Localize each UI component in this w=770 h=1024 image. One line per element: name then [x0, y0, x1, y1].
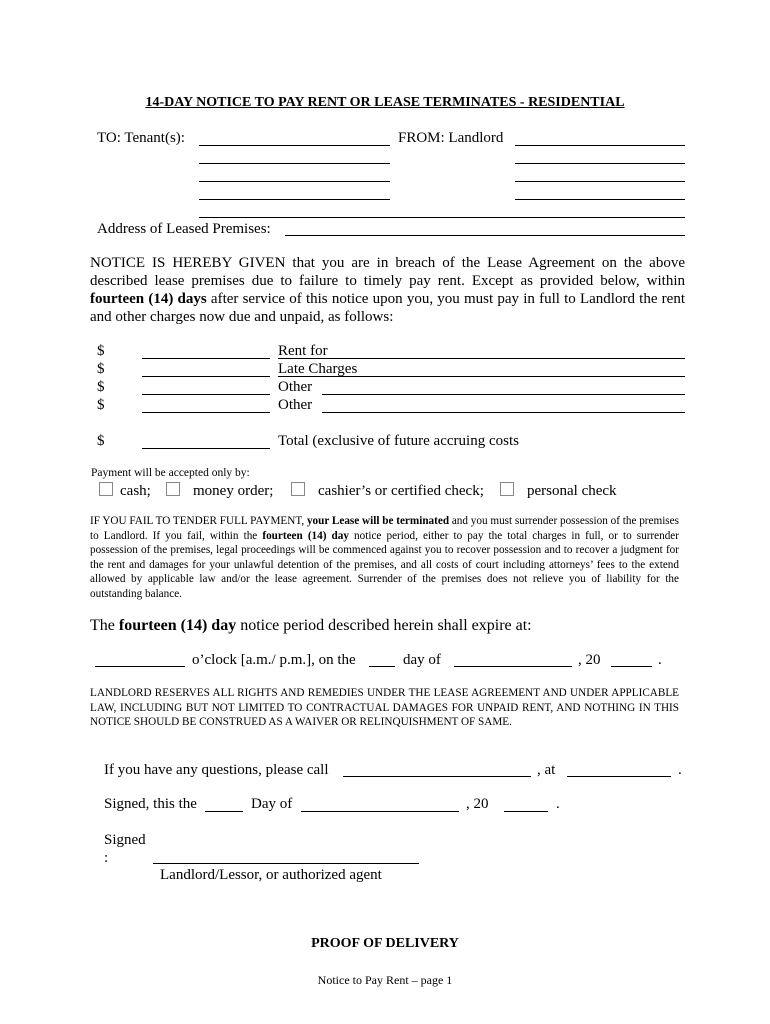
amount-line-1[interactable] [142, 358, 270, 359]
personal-check-checkbox[interactable] [500, 482, 514, 496]
at-label: , at [537, 762, 556, 778]
signed-year-prefix: , 20 [466, 796, 489, 812]
document-title: 14-DAY NOTICE TO PAY RENT OR LEASE TERMINATES - RESIDENTIAL [145, 95, 625, 110]
address-line-2[interactable] [285, 235, 685, 236]
day-of-label: day of [403, 652, 441, 668]
questions-period: . [678, 762, 682, 778]
phone-line[interactable] [343, 776, 531, 777]
fail-text-bold-2: fourteen (14) day [262, 529, 349, 542]
charge-label-rent: Rent for [278, 343, 328, 359]
fail-paragraph [90, 514, 679, 601]
charge-line-3[interactable] [322, 394, 685, 395]
expire-month-line[interactable] [454, 666, 572, 667]
total-label: Total (exclusive of future accruing costs [278, 433, 519, 449]
to-tenants-label: TO: Tenant(s): [97, 130, 185, 146]
cashiers-check-label: cashier’s or certified check; [318, 483, 484, 499]
charge-line-2[interactable] [278, 376, 685, 377]
expire-text-bold: fourteen (14) day [118, 617, 237, 634]
expire-time-line[interactable] [95, 666, 185, 667]
expire-text-a: The [90, 617, 119, 634]
landlord-line-1[interactable] [515, 145, 685, 146]
landlord-line-4[interactable] [515, 199, 685, 200]
money-order-label: money order; [193, 483, 274, 499]
signed-day-line[interactable] [205, 811, 243, 812]
proof-of-delivery-title: PROOF OF DELIVERY [311, 936, 459, 951]
oclock-label: o’clock [a.m./ p.m.], on the [192, 652, 356, 668]
money-order-checkbox[interactable] [166, 482, 180, 496]
total-amount-line[interactable] [142, 448, 270, 449]
payment-label: Payment will be accepted only by: [91, 467, 250, 479]
at-line[interactable] [567, 776, 671, 777]
currency-4: $ [97, 397, 105, 413]
tenant-line-2[interactable] [199, 163, 390, 164]
expire-period: . [658, 652, 662, 668]
charge-label-late: Late Charges [278, 361, 358, 377]
cash-checkbox[interactable] [99, 482, 113, 496]
charge-line-4[interactable] [322, 412, 685, 413]
page-footer: Notice to Pay Rent – page 1 [317, 973, 453, 987]
cash-label: cash; [120, 483, 151, 499]
charge-label-other-1: Other [278, 379, 313, 395]
expire-text-b: notice period described herein shall expire at: [236, 617, 532, 634]
notice-text-a: NOTICE IS HEREBY GIVEN that you are in breach of the Lease Agreement on the above described lease premises due to failure to timely pay rent. Except as provided below, within [90, 255, 685, 289]
signature-line[interactable] [153, 863, 419, 864]
signed-month-line[interactable] [301, 811, 459, 812]
signed-colon: : [104, 850, 109, 866]
amount-line-2[interactable] [142, 376, 270, 377]
fail-text-bold-1: your Lease will be terminated [306, 515, 450, 527]
currency-total: $ [97, 433, 105, 449]
expire-day-line[interactable] [369, 666, 395, 667]
tenant-line-4[interactable] [199, 199, 390, 200]
landlord-line-3[interactable] [515, 181, 685, 182]
address-label: Address of Leased Premises: [97, 221, 271, 237]
signer-label: Landlord/Lessor, or authorized agent [160, 867, 382, 883]
cashiers-check-checkbox[interactable] [291, 482, 305, 496]
from-landlord-label: FROM: Landlord [398, 130, 504, 146]
personal-check-label: personal check [527, 483, 617, 499]
notice-paragraph [90, 254, 685, 326]
year-prefix-label: , 20 [578, 652, 601, 668]
questions-label: If you have any questions, please call [104, 762, 329, 778]
expire-sentence [90, 616, 532, 635]
tenant-line-3[interactable] [199, 181, 390, 182]
reserve-paragraph: LANDLORD RESERVES ALL RIGHTS AND REMEDIES UNDER THE LEASE AGREEMENT AND UNDER APPLICABLE LAW, INCLUDING BUT NOT LIMITED TO CONTRACTUAL DAMAGES FOR UNPAID RENT, AND NOTHING IN THIS NOTICE SHOULD BE CONSTRUED AS A WAIVER OR RELINQUISHMENT OF SAME. [90, 687, 679, 728]
currency-2: $ [97, 361, 105, 377]
landlord-line-2[interactable] [515, 163, 685, 164]
fail-text-a: IF YOU FAIL TO TENDER FULL PAYMENT, [90, 515, 307, 527]
currency-1: $ [97, 343, 105, 359]
signed-year-line[interactable] [504, 811, 548, 812]
charge-line-1[interactable] [278, 358, 685, 359]
signed-this-label: Signed, this the [104, 796, 197, 812]
notice-text-bold: fourteen (14) days [90, 291, 207, 307]
signed-period: . [556, 796, 560, 812]
amount-line-3[interactable] [142, 394, 270, 395]
currency-3: $ [97, 379, 105, 395]
expire-year-line[interactable] [611, 666, 652, 667]
fail-text-c: notice period, either to pay the total charges in full, or to surrender possession of the premises, legal proceedings will be commenced against you to recover possession and to recover a judgment for the rent and damages for your unlawful detention of the premises, and all costs of court including attorneys’ fees to the extend allowed by applicable law and/or the lease agreement. Surrender of the premises does not relieve you of liability for the outstanding balance. [90, 529, 679, 600]
tenant-line-1[interactable] [199, 145, 390, 146]
signed-day-of-label: Day of [251, 796, 293, 812]
amount-line-4[interactable] [142, 412, 270, 413]
address-line-1[interactable] [199, 217, 685, 218]
fail-text-b: and you must surrender possession of the premises to Landlord. If you fail, within the [90, 515, 679, 542]
charge-label-other-2: Other [278, 397, 313, 413]
notice-text-b: after service of this notice upon you, you must pay in full to Landlord the rent and other charges now due and unpaid, as follows: [90, 291, 685, 325]
signed-label: Signed [104, 832, 146, 848]
